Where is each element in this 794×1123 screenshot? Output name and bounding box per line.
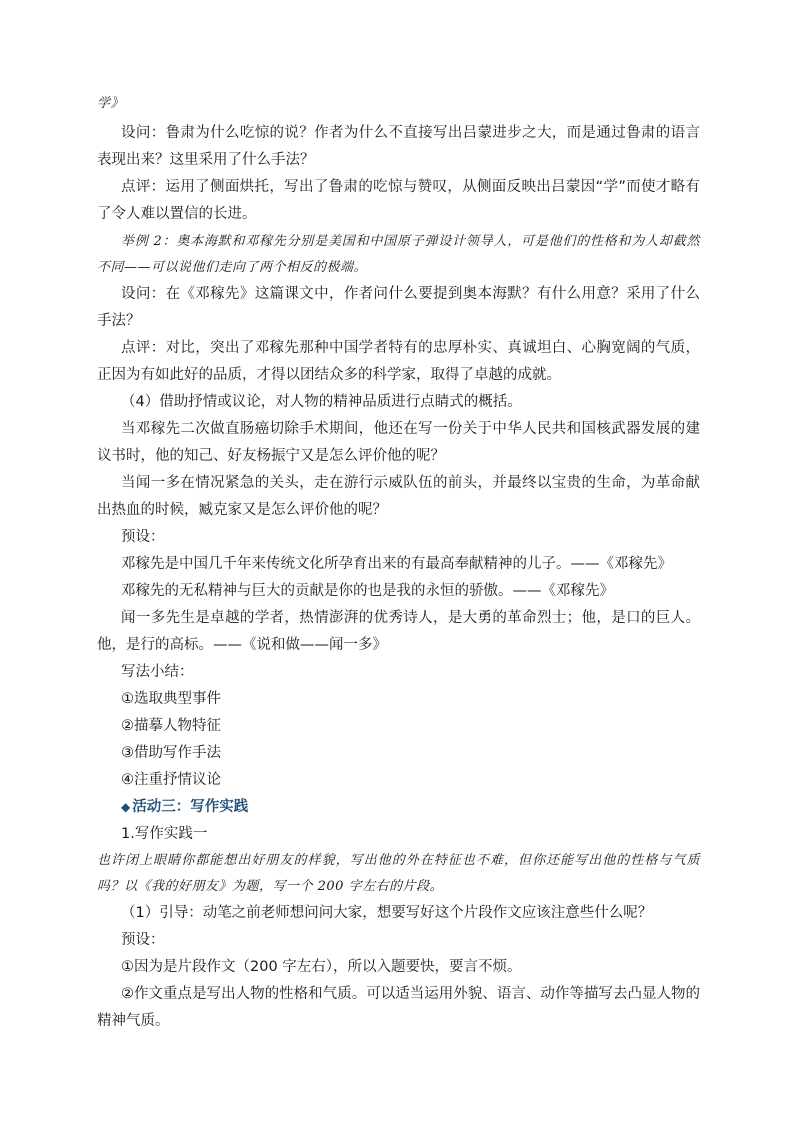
answer-item: ②作文重点是写出人物的性格和气质。可以适当运用外貌、语言、动作等描写去凸显人物的精神气质。 [97,986,700,1029]
text-paragraph: 当闻一多在情况紧急的关头，走在游行示威队伍的前头，并最终以宝贵的生命，为革命献出热血的时候，臧克家又是怎么评价他的呢？ [97,475,700,518]
question-paragraph: 设问：鲁肃为什么吃惊的说？作者为什么不直接写出吕蒙进步之大，而是通过鲁肃的语言表现出来？这里采用了什么手法？ [97,125,700,168]
subheading: 1.写作实践一 [121,826,208,842]
quote-paragraph: 闻一多先生是卓越的学者，热情澎湃的优秀诗人，是大勇的革命烈士；他，是口的巨人。他，是行的高标。——《说和做——闻一多》 [97,610,700,653]
example-paragraph: 举例 2：奥本海默和邓稼先分别是美国和中国原子弹设计领导人，可是他们的性格和为人却截然不同——可以说他们走向了两个相反的极端。 [97,234,700,275]
preset-label: 预设： [121,932,165,948]
summary-item: ②描摹人物特征 [121,718,221,734]
comment-paragraph: 点评：运用了侧面烘托，写出了鲁肃的吃惊与赞叹，从侧面反映出吕蒙因“学”而使才略有了令人难以置信的长进。 [97,179,700,222]
text-line: 学》 [97,96,125,111]
question-paragraph: 设问：在《邓稼先》这篇课文中，作者问什么要提到奥本海默？有什么用意？采用了什么手法？ [97,286,700,329]
comment-paragraph: 点评：对比，突出了邓稼先那种中国学者特有的忠厚朴实、真诚坦白、心胸宽阔的气质，正因为有如此好的品质，才得以团结众多的科学家，取得了卓越的成就。 [97,340,700,383]
answer-item: ①因为是片段作文（200 字左右），所以入题要快，要言不烦。 [121,959,522,975]
quote-line: 邓稼先是中国几千年来传统文化所孕育出来的有最高奉献精神的儿子。——《邓稼先》 [121,556,672,572]
preset-label: 预设： [121,529,165,545]
summary-item: ④注重抒情议论 [121,772,221,788]
guide-paragraph: （1）引导：动笔之前老师想问问大家，想要写好这个片段作文应该注意些什么呢？ [121,905,653,921]
quote-line: 邓稼先的无私精神与巨大的贡献是你的也是我的永恒的骄傲。——《邓稼先》 [121,583,614,599]
section-heading [97,794,700,821]
summary-item: ③借助写作手法 [121,745,221,761]
task-paragraph: 也许闭上眼睛你都能想出好朋友的样貌，写出他的外在特征也不难，但你还能写出他的性格与气质吗？以《我的好朋友》为题，写一个 200 字左右的片段。 [97,853,700,894]
diamond-icon: ◆ [121,800,131,814]
point-paragraph: （4）借助抒情或议论，对人物的精神品质进行点睛式的概括。 [121,394,522,410]
document-page [97,92,700,1035]
section-heading-label: 活动三：写作实践 [132,799,249,815]
text-paragraph: 当邓稼先二次做直肠癌切除手术期间，他还在写一份关于中华人民共和国核武器发展的建议书时，他的知己、好友杨振宁又是怎么评价他的呢？ [97,421,700,464]
summary-item: ①选取典型事件 [121,691,221,707]
summary-label: 写法小结： [121,664,194,680]
